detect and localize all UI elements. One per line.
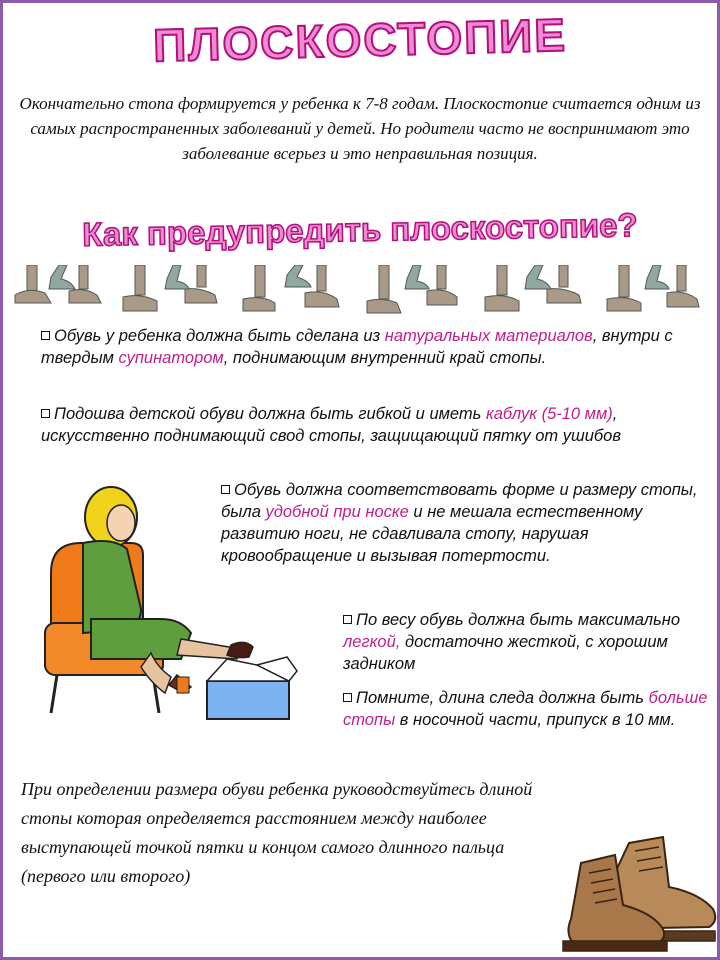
tip-text: Обувь у ребенка должна быть сделана из xyxy=(54,327,385,345)
tip-text: Помните, длина следа должна быть xyxy=(356,689,649,707)
tip-text: и не мешала естественному развитию ноги, не сдавливала стопу, нарушая кровообращение и вызывая потертости. xyxy=(221,503,643,565)
checkbox-bullet-icon xyxy=(343,615,352,624)
boots-illustration xyxy=(559,833,719,957)
checkbox-bullet-icon xyxy=(343,693,352,702)
intro-paragraph: Окончательно стопа формируется у ребенка к 7-8 годам. Плоскостопие считается одним из самых распространенных заболеваний у детей. Но родители часто не воспринимают это заболевание всерьез и это неправильная позиция. xyxy=(19,94,701,163)
tip-highlight: каблук (5-10 мм) xyxy=(485,405,613,423)
tip-fit-size xyxy=(221,479,705,567)
walking-feet-illustration xyxy=(7,265,719,323)
tip-text: , поднимающим внутренний край стопы. xyxy=(223,349,547,367)
tip-weight xyxy=(343,609,709,675)
size-advice-text: При определении размера обуви ребенка руководствуйтесь длиной стопы которая определяется расстоянием между наиболее выступающей точкой пятки и концом самого длинного пальца xyxy=(21,779,533,857)
tip-text: Подошва детской обуви должна быть гибкой и иметь xyxy=(54,405,486,423)
tip-highlight: натуральных материалов xyxy=(384,327,593,345)
tip-text: в носочной части, припуск в 10 мм. xyxy=(395,711,676,729)
tip-flexible-sole xyxy=(41,403,661,447)
tip-text: Обувь должна соответствовать форме и размеру стопы, была xyxy=(221,481,698,521)
tip-natural-materials xyxy=(41,325,681,369)
size-advice-note: (первого или второго) xyxy=(21,866,191,886)
tip-length xyxy=(343,687,709,731)
page-title: ПЛОСКОСТОПИЕ xyxy=(152,8,568,72)
tip-text: По весу обувь должна быть максимально xyxy=(356,611,680,629)
tip-highlight: супинатором xyxy=(118,349,224,367)
size-advice-paragraph xyxy=(21,775,541,891)
section-heading: Как предупредить плоскостопие? xyxy=(82,206,638,253)
tip-text: достаточно жесткой, с хорошим задником xyxy=(343,633,668,673)
tip-highlight: легкой, xyxy=(343,633,401,651)
checkbox-bullet-icon xyxy=(221,485,230,494)
tip-text: , искусственно поднимающий свод стопы, защищающий пятку от ушибов xyxy=(41,405,621,445)
checkbox-bullet-icon xyxy=(41,331,50,340)
tip-highlight: больше стопы xyxy=(343,689,708,729)
checkbox-bullet-icon xyxy=(41,409,50,418)
tip-highlight: удобной при носке xyxy=(265,503,409,521)
tip-text: , внутри с твердым xyxy=(41,327,673,367)
